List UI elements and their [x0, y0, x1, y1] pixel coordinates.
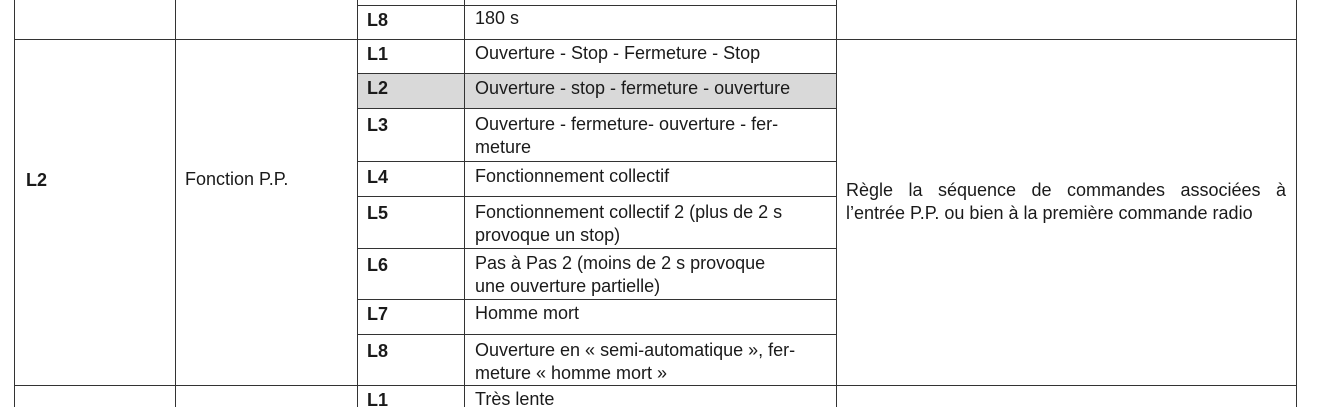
option-divider [357, 73, 836, 74]
option-code-l1: L1 [367, 44, 389, 64]
column-divider [175, 0, 176, 407]
option-text-l2: Ouverture - stop - fermeture - ouverture [475, 78, 791, 98]
option-text-l7: Homme mort [475, 303, 580, 323]
option-code-l8: L8 [367, 341, 389, 361]
option-divider [357, 161, 836, 162]
parameter-description: Règle la séquence de commandes associées à l’entrée P.P. ou bien à la première commande radio [846, 180, 1286, 223]
option-text-l3: Ouverture - fermeture- ouverture - fer- meture [475, 114, 779, 157]
option-divider [357, 334, 836, 335]
option-divider [357, 248, 836, 249]
table-border-left [14, 0, 15, 407]
column-divider [357, 0, 358, 407]
option-code-l2: L2 [367, 78, 389, 98]
option-code-l5: L5 [367, 203, 389, 223]
option-code-l4: L4 [367, 167, 389, 187]
parameter-code: L2 [26, 170, 48, 190]
option-text-l5: Fonctionnement collectif 2 (plus de 2 s provoque un stop) [475, 202, 783, 245]
option-code-l6: L6 [367, 255, 389, 275]
option-divider [357, 108, 836, 109]
option-text-l1: Ouverture - Stop - Fermeture - Stop [475, 43, 761, 63]
option-value: Très lente [475, 389, 555, 409]
column-divider [836, 0, 837, 407]
option-code: L1 [367, 390, 389, 410]
option-divider [357, 5, 836, 6]
option-value: 180 s [475, 8, 520, 28]
row-divider [14, 385, 1296, 386]
column-divider [464, 0, 465, 407]
table-border-right [1296, 0, 1297, 407]
option-text-l4: Fonctionnement collectif [475, 166, 670, 186]
option-text-l6: Pas à Pas 2 (moins de 2 s provoque une ouverture partielle) [475, 253, 766, 296]
option-code-l3: L3 [367, 115, 389, 135]
option-code: L8 [367, 10, 389, 30]
row-divider [14, 39, 1296, 40]
option-divider [357, 196, 836, 197]
option-code-l7: L7 [367, 304, 389, 324]
option-divider [357, 299, 836, 300]
parameter-name: Fonction P.P. [185, 169, 289, 189]
option-text-l8: Ouverture en « semi-automatique », fer- meture « homme mort » [475, 340, 796, 383]
